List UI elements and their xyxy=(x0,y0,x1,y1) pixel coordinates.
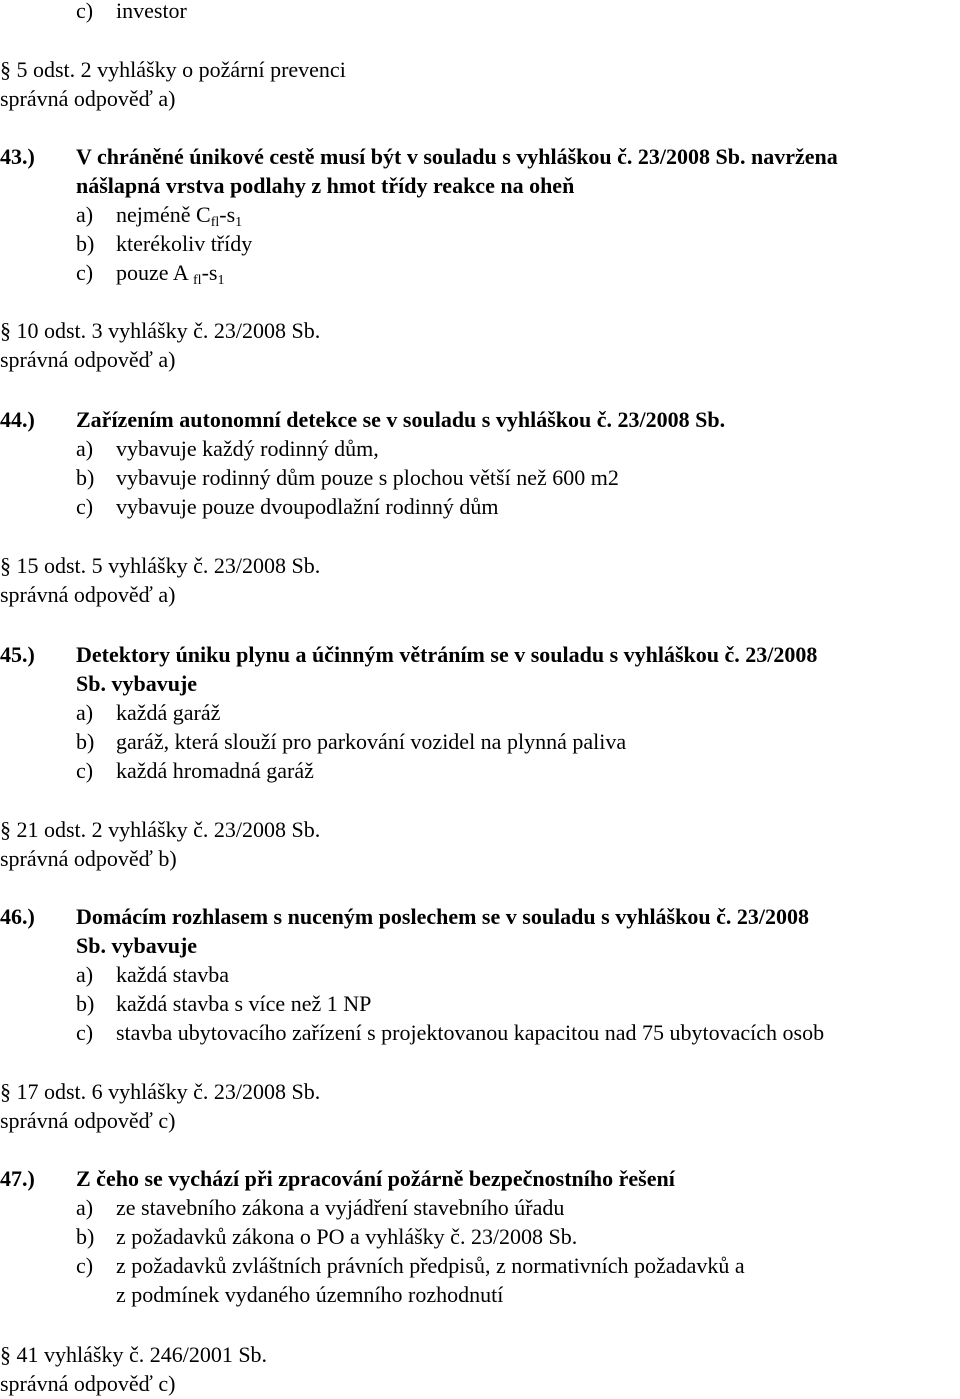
question-text-line2: Sb. vybavuje xyxy=(76,671,198,696)
option-label: a) xyxy=(76,700,94,725)
question-text: Zařízením autonomní detekce se v souladu s vyhláškou č. 23/2008 Sb. xyxy=(76,407,726,432)
option-b xyxy=(76,1222,577,1251)
correct-answer: správná odpověď b) xyxy=(0,846,177,871)
option-text: garáž, která slouží pro parkování vozidel na plynná paliva xyxy=(116,729,627,754)
question-number: 43.) xyxy=(0,144,35,169)
subscript: fl xyxy=(193,273,202,288)
question-text-line2: Sb. vybavuje xyxy=(76,933,198,958)
reference-text: 15 odst. 5 vyhlášky č. 23/2008 Sb. xyxy=(16,553,321,578)
option-label: a) xyxy=(76,962,94,987)
option-text: vybavuje pouze dvoupodlažní rodinný dům xyxy=(116,494,499,519)
option-label: a) xyxy=(76,202,94,227)
option-b xyxy=(76,989,371,1018)
option-label: b) xyxy=(76,1224,95,1249)
option-label: c) xyxy=(76,494,94,519)
option-text: -s xyxy=(201,260,218,285)
legal-reference xyxy=(0,1077,320,1106)
section-sign: § xyxy=(0,318,11,343)
correct-answer: správná odpověď a) xyxy=(0,582,176,607)
legal-reference xyxy=(0,551,320,580)
option-a xyxy=(76,434,379,463)
option-label: c) xyxy=(76,1020,94,1045)
option-label: c) xyxy=(76,758,94,783)
reference-text: 5 odst. 2 vyhlášky o požární prevenci xyxy=(16,57,346,82)
option-a xyxy=(76,698,220,727)
option-text: každá garáž xyxy=(116,700,221,725)
correct-answer: správná odpověď c) xyxy=(0,1371,176,1396)
legal-reference xyxy=(0,815,320,844)
option-label: b) xyxy=(76,231,95,256)
question-number: 47.) xyxy=(0,1166,35,1191)
section-sign: § xyxy=(0,57,11,82)
section-sign: § xyxy=(0,1079,11,1104)
option-label: a) xyxy=(76,436,94,461)
option-a xyxy=(76,200,242,229)
legal-reference xyxy=(0,1340,267,1369)
subscript: 1 xyxy=(235,215,243,230)
reference-text: 10 odst. 3 vyhlášky č. 23/2008 Sb. xyxy=(16,318,321,343)
option-text: z požadavků zvláštních právních předpisů, z normativních požadavků a xyxy=(116,1253,745,1278)
option-text: vybavuje rodinný dům pouze s plochou větší než 600 m2 xyxy=(116,465,619,490)
option-label: b) xyxy=(76,729,95,754)
option-text: vybavuje každý rodinný dům, xyxy=(116,436,379,461)
section-sign: § xyxy=(0,1342,11,1367)
option-text: -s xyxy=(219,202,236,227)
option-label: a) xyxy=(76,1195,94,1220)
option-a xyxy=(76,1193,564,1222)
subscript: 1 xyxy=(217,273,225,288)
option-label: b) xyxy=(76,991,95,1016)
option-c xyxy=(76,0,187,25)
question-text-line1: Detektory úniku plynu a účinným větráním se v souladu s vyhláškou č. 23/2008 xyxy=(76,642,818,667)
correct-answer: správná odpověď a) xyxy=(0,86,176,111)
section-sign: § xyxy=(0,817,11,842)
question-number: 46.) xyxy=(0,904,35,929)
option-text: nejméně C xyxy=(116,202,211,227)
option-text: každá stavba s více než 1 NP xyxy=(116,991,372,1016)
option-text: stavba ubytovacího zařízení s projektovanou kapacitou nad 75 ubytovacích osob xyxy=(116,1020,825,1045)
option-a xyxy=(76,960,229,989)
option-text: investor xyxy=(116,0,187,23)
option-c xyxy=(76,756,314,785)
option-c xyxy=(76,1018,824,1047)
option-label: c) xyxy=(76,260,94,285)
option-text: každá hromadná garáž xyxy=(116,758,314,783)
option-b xyxy=(76,463,619,492)
option-label: c) xyxy=(76,1253,94,1278)
reference-text: 41 vyhlášky č. 246/2001 Sb. xyxy=(16,1342,268,1367)
option-text: z požadavků zákona o PO a vyhlášky č. 23/2008 Sb. xyxy=(116,1224,578,1249)
option-c xyxy=(76,1251,745,1280)
section-sign: § xyxy=(0,553,11,578)
option-text: pouze A xyxy=(116,260,193,285)
correct-answer: správná odpověď c) xyxy=(0,1108,176,1133)
option-label: b) xyxy=(76,465,95,490)
option-b xyxy=(76,727,626,756)
question-text-line1: Domácím rozhlasem s nuceným poslechem se v souladu s vyhláškou č. 23/2008 xyxy=(76,904,809,929)
option-b xyxy=(76,229,252,258)
question-text-line2: nášlapná vrstva podlahy z hmot třídy reakce na oheň xyxy=(76,173,575,198)
reference-text: 21 odst. 2 vyhlášky č. 23/2008 Sb. xyxy=(16,817,321,842)
option-label: c) xyxy=(76,0,94,23)
correct-answer: správná odpověď a) xyxy=(0,347,176,372)
option-text: kterékoliv třídy xyxy=(116,231,253,256)
option-c-continuation: z podmínek vydaného územního rozhodnutí xyxy=(116,1282,504,1307)
question-text: Z čeho se vychází při zpracování požárně bezpečnostního řešení xyxy=(76,1166,675,1191)
option-text: ze stavebního zákona a vyjádření stavebního úřadu xyxy=(116,1195,565,1220)
question-text-line1: V chráněné únikové cestě musí být v souladu s vyhláškou č. 23/2008 Sb. navržena xyxy=(76,144,838,169)
option-c xyxy=(76,492,498,521)
legal-reference xyxy=(0,316,320,345)
legal-reference xyxy=(0,55,346,84)
reference-text: 17 odst. 6 vyhlášky č. 23/2008 Sb. xyxy=(16,1079,321,1104)
option-c xyxy=(76,258,224,287)
question-number: 44.) xyxy=(0,407,35,432)
question-number: 45.) xyxy=(0,642,35,667)
subscript: fl xyxy=(210,215,220,230)
option-text: každá stavba xyxy=(116,962,229,987)
